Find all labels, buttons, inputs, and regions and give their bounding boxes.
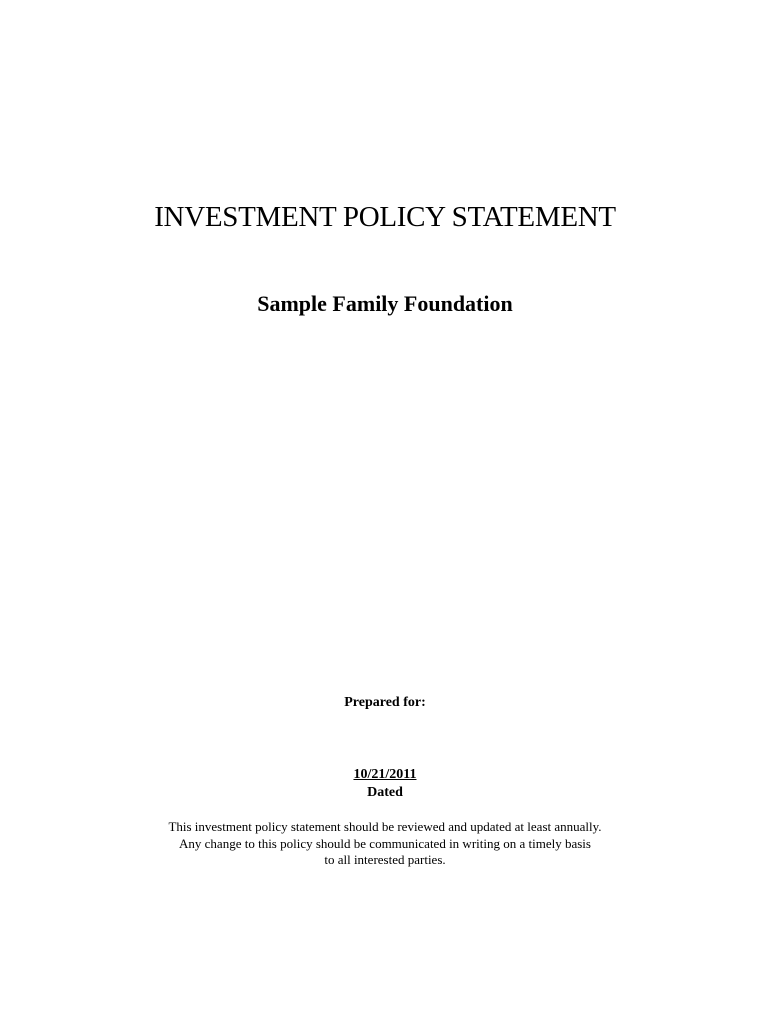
notice-line: to all interested parties. [324, 852, 446, 867]
date-value: 10/21/2011 [353, 767, 417, 782]
date-block [0, 766, 770, 802]
notice-line: Any change to this policy should be communicated in writing on a timely basis [179, 835, 591, 851]
prepared-for-label: Prepared for: [344, 695, 426, 710]
document-title: INVESTMENT POLICY STATEMENT [154, 201, 616, 233]
date-caption: Dated [367, 785, 403, 800]
review-notice [0, 819, 770, 869]
organization-name: Sample Family Foundation [257, 291, 513, 316]
notice-line: This investment policy statement should be reviewed and updated at least annually. [168, 819, 602, 834]
